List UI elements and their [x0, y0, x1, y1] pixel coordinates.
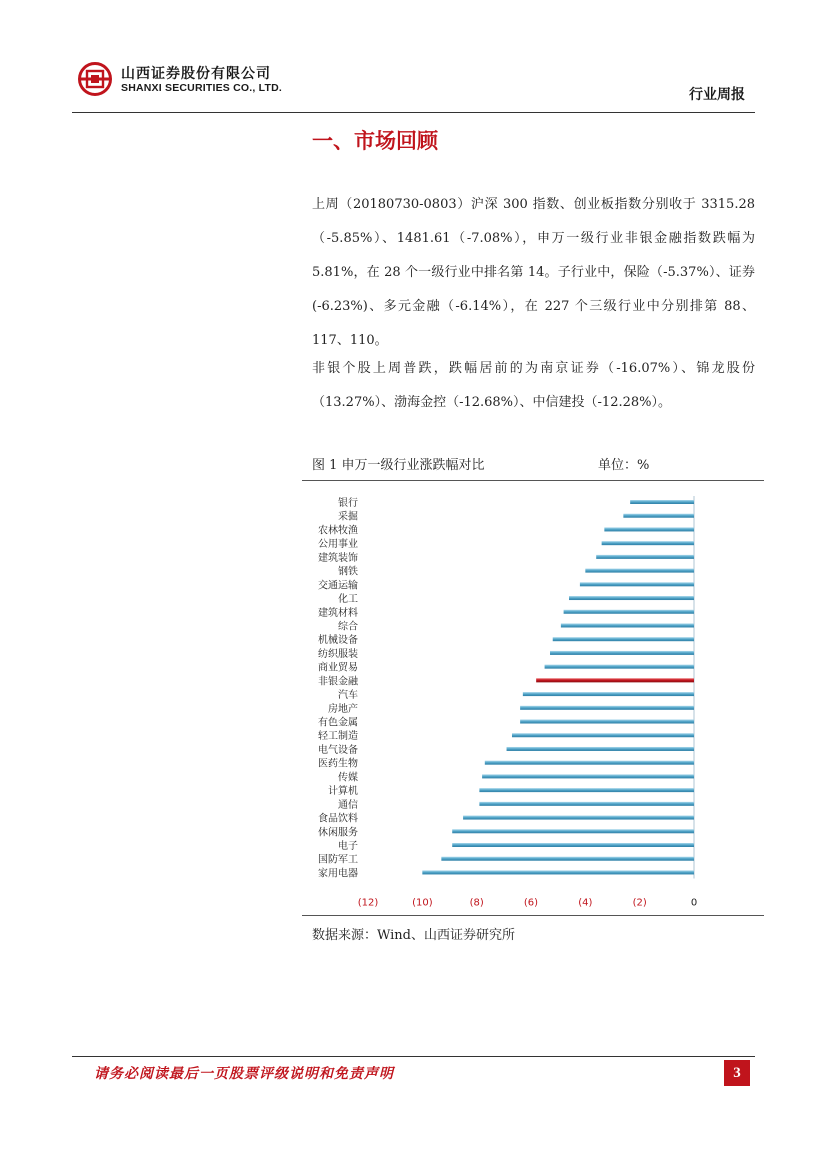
- bar: [479, 788, 694, 792]
- bar: [604, 527, 694, 531]
- header-divider: [72, 112, 755, 113]
- category-label: 房地产: [328, 703, 358, 715]
- x-tick-label: (2): [632, 897, 647, 909]
- x-tick-label: (6): [523, 897, 539, 909]
- category-label: 电气设备: [318, 744, 358, 756]
- figure-title: 图 1 申万一级行业涨跌幅对比: [312, 458, 485, 473]
- bar: [602, 541, 694, 545]
- category-label: 家用电器: [318, 868, 358, 880]
- category-label: 传媒: [338, 772, 358, 784]
- bar: [463, 816, 694, 820]
- category-label: 建筑装饰: [318, 552, 358, 564]
- category-label: 公用事业: [318, 539, 358, 551]
- x-tick-label: (4): [578, 897, 593, 909]
- x-tick-label: (10): [412, 897, 433, 909]
- bar: [441, 857, 694, 861]
- report-type: 行业周报: [689, 87, 745, 103]
- category-label: 非银金融: [318, 676, 358, 688]
- bar: [482, 774, 694, 778]
- bar: [452, 843, 694, 847]
- category-label: 电子: [338, 841, 358, 852]
- category-label: 钢铁: [338, 566, 358, 578]
- footer-divider: [72, 1056, 755, 1057]
- figure-caption: [312, 454, 762, 473]
- bar: [550, 651, 694, 655]
- category-label: 汽车: [338, 690, 358, 702]
- category-label: 银行: [338, 498, 358, 509]
- industry-change-bar-chart: [302, 482, 764, 914]
- bar: [623, 514, 694, 518]
- category-label: 休闲服务: [318, 827, 358, 839]
- category-label: 商业贸易: [318, 662, 358, 674]
- bar: [564, 610, 694, 614]
- company-logo-icon: [78, 62, 112, 96]
- bar-highlight: [536, 678, 694, 682]
- category-label: 机械设备: [318, 635, 358, 647]
- category-label: 食品饮料: [318, 813, 358, 825]
- bar: [569, 596, 694, 600]
- bar: [630, 500, 694, 504]
- x-tick-label: 0: [690, 897, 698, 909]
- company-name-en: SHANXI SECURITIES CO., LTD.: [121, 82, 282, 94]
- disclaimer-text: 请务必阅读最后一页股票评级说明和免责声明: [94, 1066, 394, 1082]
- category-label: 建筑材料: [318, 607, 358, 619]
- category-label: 综合: [338, 621, 358, 633]
- bar: [585, 569, 694, 573]
- bar: [485, 761, 694, 765]
- bar: [479, 802, 694, 806]
- category-label: 国防军工: [318, 854, 358, 866]
- bar: [452, 829, 694, 833]
- category-label: 纺织服装: [318, 648, 358, 660]
- paragraph-stock-moves: 非银个股上周普跌，跌幅居前的为南京证券（-16.07%）、锦龙股份（13.27%）、渤海金控（-12.68%）、中信建投（-12.28%）。: [312, 361, 755, 410]
- figure-unit: 单位：%: [598, 458, 650, 473]
- bar: [545, 665, 694, 669]
- category-label: 通信: [338, 799, 358, 811]
- category-label: 轻工制造: [318, 731, 358, 743]
- figure-top-rule: [302, 480, 764, 481]
- paragraph-market-review: 上周（20180730-0803）沪深 300 指数、创业板指数分别收于 3315.28（-5.85%）、1481.61（-7.08%），申万一级行业非银金融指数跌幅为 5.81%，在 28 个一级行业中排名第 14。子行业中，保险（-5.37%）、证券(-6.23%)、多元金融（-6.14%），在 227 个三级行业中分别排第 88、117、110。: [312, 197, 755, 348]
- bar: [596, 555, 694, 559]
- company-name-cn: 山西证券股份有限公司: [121, 66, 271, 82]
- bar: [561, 623, 694, 627]
- x-tick-label: (8): [469, 897, 484, 909]
- category-label: 医药生物: [318, 758, 358, 770]
- figure-source: 数据来源：Wind、山西证券研究所: [312, 928, 515, 943]
- bar: [520, 706, 694, 710]
- category-label: 化工: [338, 594, 358, 606]
- category-label: 交通运输: [318, 580, 358, 592]
- category-label: 采掘: [338, 511, 358, 523]
- figure-bottom-rule: [302, 915, 764, 916]
- category-label: 农林牧渔: [318, 525, 358, 537]
- bar: [553, 637, 694, 641]
- bar: [512, 733, 694, 737]
- bar: [520, 720, 694, 724]
- bar: [580, 582, 694, 586]
- bar: [523, 692, 694, 696]
- category-label: 有色金属: [318, 717, 358, 729]
- x-tick-label: (12): [357, 897, 379, 909]
- category-label: 计算机: [328, 786, 358, 798]
- section-title: 一、市场回顾: [312, 129, 438, 153]
- bar: [507, 747, 694, 751]
- page-number: 3: [724, 1060, 750, 1086]
- bar: [422, 870, 694, 874]
